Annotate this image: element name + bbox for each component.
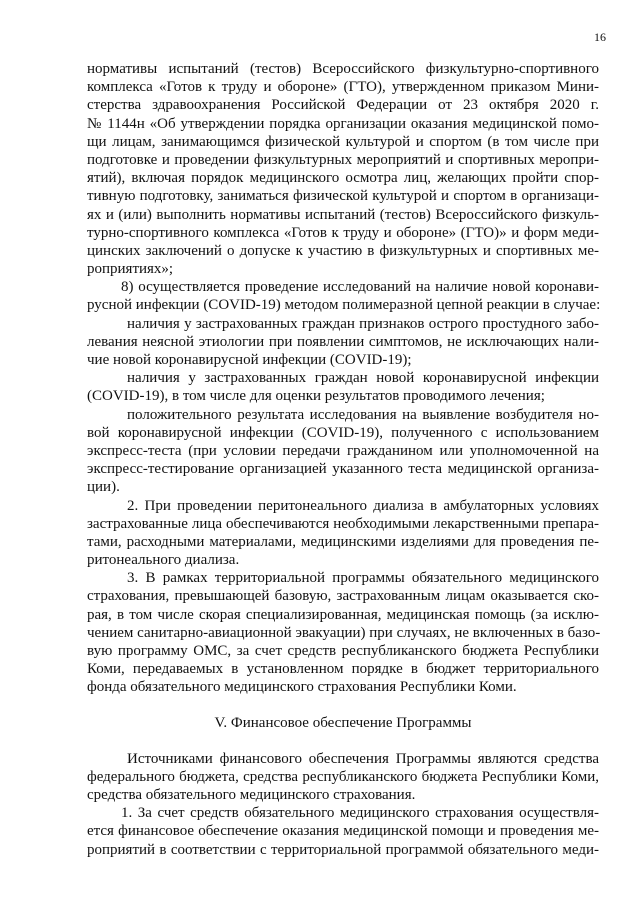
page-number: 16 — [594, 30, 606, 44]
text-line: роприятиях»; — [87, 261, 174, 278]
text-line: турно-спортивного комплекса «Готов к труду и обороне» (ГТО)» и форм меди- — [87, 224, 599, 241]
text-line: ется финансовое обеспечение оказания медицинской помощи и проведения ме- — [87, 823, 599, 840]
paragraph-funding-sources — [87, 750, 599, 805]
text-line: тами, расходными материалами, медицинскими изделиями для проведения пе- — [87, 533, 599, 550]
text-line: фонда обязательного медицинского страхования Республики Коми. — [87, 679, 517, 696]
text-line: экспресс-теста (при условии передачи гражданином или уполномоченной на — [87, 442, 599, 459]
text-line: федерального бюджета, средства республиканского бюджета Республики Коми, — [87, 768, 599, 785]
paragraph-emergency-care — [87, 569, 599, 696]
text-line: 8) осуществляется проведение исследований на наличие новой коронави- — [121, 279, 599, 296]
paragraph-gto-continuation — [87, 60, 599, 278]
text-line: Коми, передаваемых в установленном порядке в бюджет территориального — [87, 661, 599, 678]
text-line: экспресс-тестирование организацией указанного теста медицинской организа- — [87, 461, 599, 478]
text-line: 2. При проведении перитонеального диализа в амбулаторных условиях — [127, 497, 599, 514]
text-line: застрахованные лица обеспечиваются необходимыми лекарственными препара- — [87, 515, 599, 532]
text-line: Источниками финансового обеспечения Программы являются средства — [127, 750, 599, 767]
paragraph-covid-express-test — [87, 406, 599, 497]
text-line: роприятий в соответствии с территориальной программой обязательного меди- — [87, 841, 599, 858]
text-line: рая, в том числе скорая специализированная, медицинская помощь (за исклю- — [87, 606, 599, 623]
text-line: русной инфекции (COVID-19) методом полимеразной цепной реакции в случае: — [87, 297, 601, 314]
paragraph-peritoneal-dialysis — [87, 497, 599, 570]
text-line: страхования, превышающей базовую, застрахованным лицам оказывается ско- — [87, 588, 599, 605]
text-line: цинских заключений о допуске к участию в физкультурных и спортивных ме- — [87, 242, 599, 259]
text-line: щи лицам, занимающимся физической культурой и спортом (в том числе при — [87, 133, 599, 150]
text-line: ятий), включая порядок медицинского осмотра лиц, желающих пройти спор- — [87, 170, 599, 187]
text-line: комплекса «Готов к труду и обороне» (ГТО), утвержденном приказом Мини- — [87, 79, 599, 96]
text-line: чением санитарно-авиационной эвакуации) при случаях, не включенных в базо- — [87, 624, 601, 641]
text-line: положительного результата исследования на выявление возбудителя но- — [127, 406, 599, 423]
text-line: наличия у застрахованных граждан новой коронавирусной инфекции — [127, 370, 599, 387]
text-line: наличия у застрахованных граждан признаков острого простудного забо- — [127, 315, 599, 332]
text-line: тивную подготовку, заниматься физической культурой и спортом в организаци- — [87, 188, 599, 205]
text-line: ции). — [87, 479, 120, 496]
text-line: стерства здравоохранения Российской Федерации от 23 октября 2020 г. — [87, 97, 599, 114]
text-line: подготовке и проведении физкультурных мероприятий и спортивных меропри- — [87, 151, 599, 168]
paragraph-covid-infection — [87, 369, 599, 405]
text-line: ях и (или) выполнить нормативы испытаний (тестов) Всероссийского физкуль- — [87, 206, 599, 223]
paragraph-covid-testing — [87, 278, 599, 314]
text-line: (COVID-19), в том числе для оценки результатов проводимого лечения; — [87, 388, 545, 405]
text-line: чие новой коронавирусной инфекции (COVID-19); — [87, 352, 412, 368]
section-heading: V. Финансовое обеспечение Программы — [214, 714, 472, 731]
text-line: средства обязательного медицинского страхования. — [87, 786, 416, 803]
paragraph-oms-funding — [87, 804, 599, 859]
text-line: ритонеального диализа. — [87, 552, 240, 569]
text-line: вую программу ОМС, за счет средств республиканского бюджета Республики — [87, 643, 599, 659]
text-line: 1. За счет средств обязательного медицинского страхования осуществля- — [121, 805, 599, 822]
document-body — [87, 60, 599, 859]
text-line: вой коронавирусной инфекции (COVID-19), полученного с использованием — [87, 424, 599, 441]
text-line: № 1144н «Об утверждении порядка организации оказания медицинской помо- — [87, 115, 599, 132]
text-line: нормативы испытаний (тестов) Всероссийского физкультурно-спортивного — [87, 61, 599, 77]
paragraph-covid-symptoms — [87, 315, 599, 370]
text-line: 3. В рамках территориальной программы обязательного медицинского — [127, 570, 599, 587]
text-line: левания неясной этиологии при появлении симптомов, не исключающих нали- — [87, 333, 599, 350]
